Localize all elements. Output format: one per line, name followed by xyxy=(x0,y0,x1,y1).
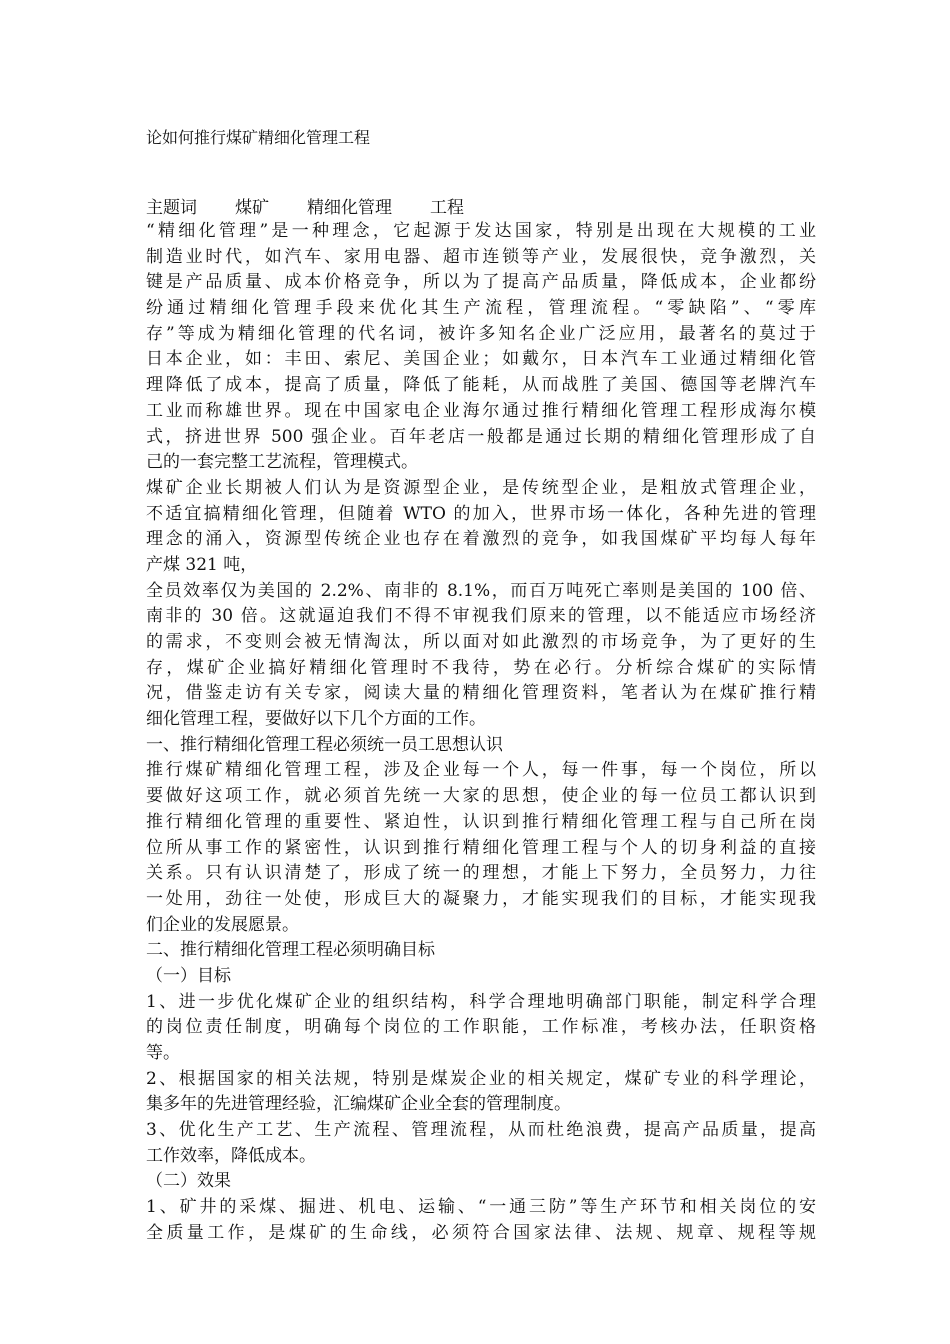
keyword-item: 精细化管理 xyxy=(307,198,392,218)
text-line: 要做好这项工作，就必须首先统一大家的思想，使企业的每一位员工都认识到 xyxy=(146,786,816,807)
text-line: 理降低了成本，提高了质量，降低了能耗，从而战胜了美国、德国等老牌汽车 xyxy=(146,375,816,396)
text-line: 全质量工作，是煤矿的生命线，必须符合国家法律、法规、规章、规程等规 xyxy=(146,1222,816,1243)
text-line: 们企业的发展愿景。 xyxy=(146,914,299,935)
body-text xyxy=(146,219,816,1247)
text-line: 的需求，不变则会被无情淘汰，所以面对如此激烈的市场竞争，为了更好的生 xyxy=(146,632,816,652)
text-line: 细化管理工程，要做好以下几个方面的工作。 xyxy=(146,709,486,730)
text-line: （一）目标 xyxy=(146,965,231,986)
text-line: 1、进一步优化煤矿企业的组织结构，科学合理地明确部门职能，制定科学合理 xyxy=(146,991,816,1012)
text-line: 3、优化生产工艺、生产流程、管理流程，从而杜绝浪费，提高产品质量，提高 xyxy=(146,1120,816,1141)
keyword-item: 工程 xyxy=(430,198,464,218)
text-line: 制造业时代，如汽车、家用电器、超市连锁等产业，发展很快，竞争激烈，关 xyxy=(146,246,816,267)
text-line: 全员效率仅为美国的 2.2%、南非的 8.1%，而百万吨死亡率则是美国的 100 倍、 xyxy=(146,580,816,601)
text-line: 集多年的先进管理经验，汇编煤矿企业全套的管理制度。 xyxy=(146,1094,571,1115)
text-line: 理念的涌入，资源型传统企业也存在着激烈的竞争，如我国煤矿平均每人每年 xyxy=(146,529,816,550)
text-line: 推行煤矿精细化管理工程，涉及企业每一个人，每一件事，每一个岗位，所以 xyxy=(146,760,816,781)
keywords-line xyxy=(146,196,464,220)
text-line: 存，煤矿企业搞好精细化管理时不我待，势在必行。分析综合煤矿的实际情 xyxy=(146,657,816,678)
text-line: 产煤 321 吨， xyxy=(146,554,258,575)
text-line: 工业而称雄世界。现在中国家电企业海尔通过推行精细化管理工程形成海尔模 xyxy=(146,400,816,421)
text-line: 存”等成为精细化管理的代名词，被许多知名企业广泛应用，最著名的莫过于 xyxy=(146,323,816,344)
text-line: 不适宜搞精细化管理，但随着 WTO 的加入，世界市场一体化，各种先进的管理 xyxy=(146,503,816,524)
text-line: 2、根据国家的相关法规，特别是煤炭企业的相关规定，煤矿专业的科学理论， xyxy=(146,1068,816,1089)
text-line: 南非的 30 倍。这就逼迫我们不得不审视我们原来的管理，以不能适应市场经济 xyxy=(146,606,816,627)
text-line: 一处用，劲往一处使，形成巨大的凝聚力，才能实现我们的目标，才能实现我 xyxy=(146,888,816,909)
text-line: 况，借鉴走访有关专家，阅读大量的精细化管理资料，笔者认为在煤矿推行精 xyxy=(146,683,816,704)
document-title: 论如何推行煤矿精细化管理工程 xyxy=(146,128,371,147)
text-line: 推行精细化管理的重要性、紧迫性，认识到推行精细化管理工程与自己所在岗 xyxy=(146,811,816,832)
text-line: 煤矿企业长期被人们认为是资源型企业，是传统型企业，是粗放式管理企业， xyxy=(146,477,816,498)
text-line: （二）效果 xyxy=(146,1171,231,1192)
keyword-item: 煤矿 xyxy=(235,198,269,218)
text-line: “精细化管理”是一种理念，它起源于发达国家，特别是出现在大规模的工业 xyxy=(146,221,816,241)
text-line: 纷通过精细化管理手段来优化其生产流程，管理流程。“零缺陷”、“零库 xyxy=(146,298,816,319)
text-line: 位所从事工作的紧密性，认识到推行精细化管理工程与个人的切身利益的直接 xyxy=(146,837,816,858)
text-line: 1、矿井的采煤、掘进、机电、运输、“一通三防”等生产环节和相关岗位的安 xyxy=(146,1197,816,1218)
text-line: 关系。只有认识清楚了，形成了统一的理想，才能上下努力，全员努力，力往 xyxy=(146,863,816,884)
text-line: 的岗位责任制度，明确每个岗位的工作职能，工作标准，考核办法，任职资格 xyxy=(146,1017,816,1038)
text-line: 二、推行精细化管理工程必须明确目标 xyxy=(146,940,435,961)
text-line: 一、推行精细化管理工程必须统一员工思想认识 xyxy=(146,734,503,755)
keywords-label: 主题词 xyxy=(146,198,197,218)
text-line: 己的一套完整工艺流程，管理模式。 xyxy=(146,452,418,473)
text-line: 等。 xyxy=(146,1043,180,1063)
text-line: 式，挤进世界 500 强企业。百年老店一般都是通过长期的精细化管理形成了自 xyxy=(146,426,816,447)
text-line: 键是产品质量、成本价格竞争，所以为了提高产品质量，降低成本，企业都纷 xyxy=(146,272,816,293)
text-line: 工作效率，降低成本。 xyxy=(146,1145,316,1166)
text-line: 日本企业，如：丰田、索尼、美国企业；如戴尔，日本汽车工业通过精细化管 xyxy=(146,349,816,370)
